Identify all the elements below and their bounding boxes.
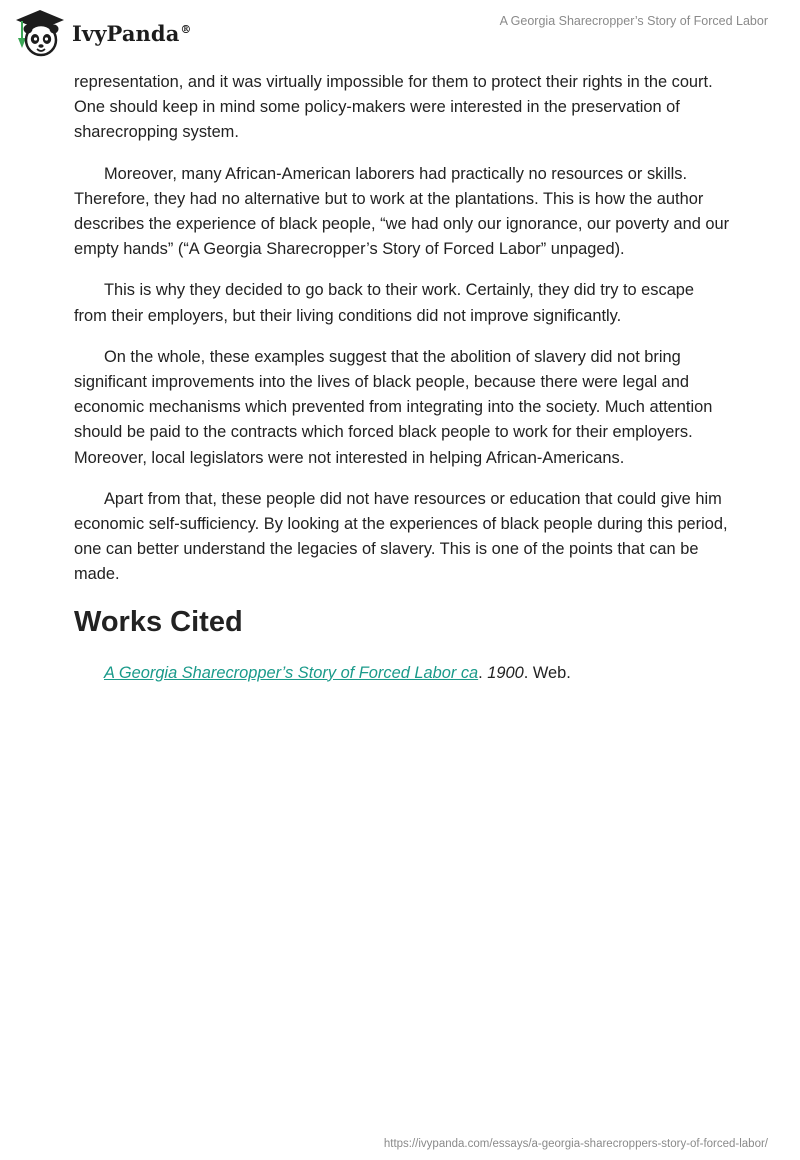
panda-graduation-cap-icon — [14, 8, 66, 58]
footer-url[interactable]: https://ivypanda.com/essays/a-georgia-sharecroppers-story-of-forced-labor/ — [383, 1138, 768, 1150]
paragraph: This is why they decided to go back to their work. Certainly, they did try to escape from their employers, but their living conditions did not improve significantly. — [74, 281, 695, 325]
logo-text: IvyPanda — [72, 20, 180, 46]
paragraph: On the whole, these examples suggest that the abolition of slavery did not bring significant improvements into the lives of black people, because there were legal and economic mechanisms which prevented from integrating into the society. Much attention should be paid to the contracts which forced black people to work for their employers. Moreover, local legislators were not interested in helping African-Americans. — [74, 347, 713, 467]
paragraph: Moreover, many African-American laborers had practically no resources or skills. Therefore, they had no alternative but to work at the plantations. This is how the author describes the experience of black people, “we had only our ignorance, our poverty and our empty hands” (“A Georgia Sharecropper’s Story of Forced Labor” unpaged). — [74, 164, 730, 259]
ivypanda-logo[interactable] — [14, 8, 192, 58]
citation-suffix: . Web. — [523, 663, 571, 682]
logo-wordmark — [72, 21, 192, 46]
document-title: A Georgia Sharecropper’s Story of Forced Labor — [499, 14, 768, 28]
essay-content — [74, 70, 730, 686]
citation-link[interactable]: A Georgia Sharecropper’s Story of Forced Labor ca — [104, 663, 479, 682]
works-cited-heading: Works Cited — [74, 605, 243, 638]
citation-entry — [74, 661, 730, 686]
citation-separator: . — [478, 663, 488, 682]
citation-year: 1900 — [487, 663, 524, 682]
registered-mark: ® — [180, 22, 192, 36]
paragraph: Apart from that, these people did not have resources or education that could give him economic self-sufficiency. By looking at the experiences of black people during this period, one can better understand the legacies of slavery. This is one of the points that can be made. — [74, 489, 728, 584]
page-header — [0, 0, 800, 64]
paragraph: representation, and it was virtually impossible for them to protect their rights in the court. One should keep in mind some policy-makers were interested in the preservation of sharecropping system. — [74, 73, 713, 142]
